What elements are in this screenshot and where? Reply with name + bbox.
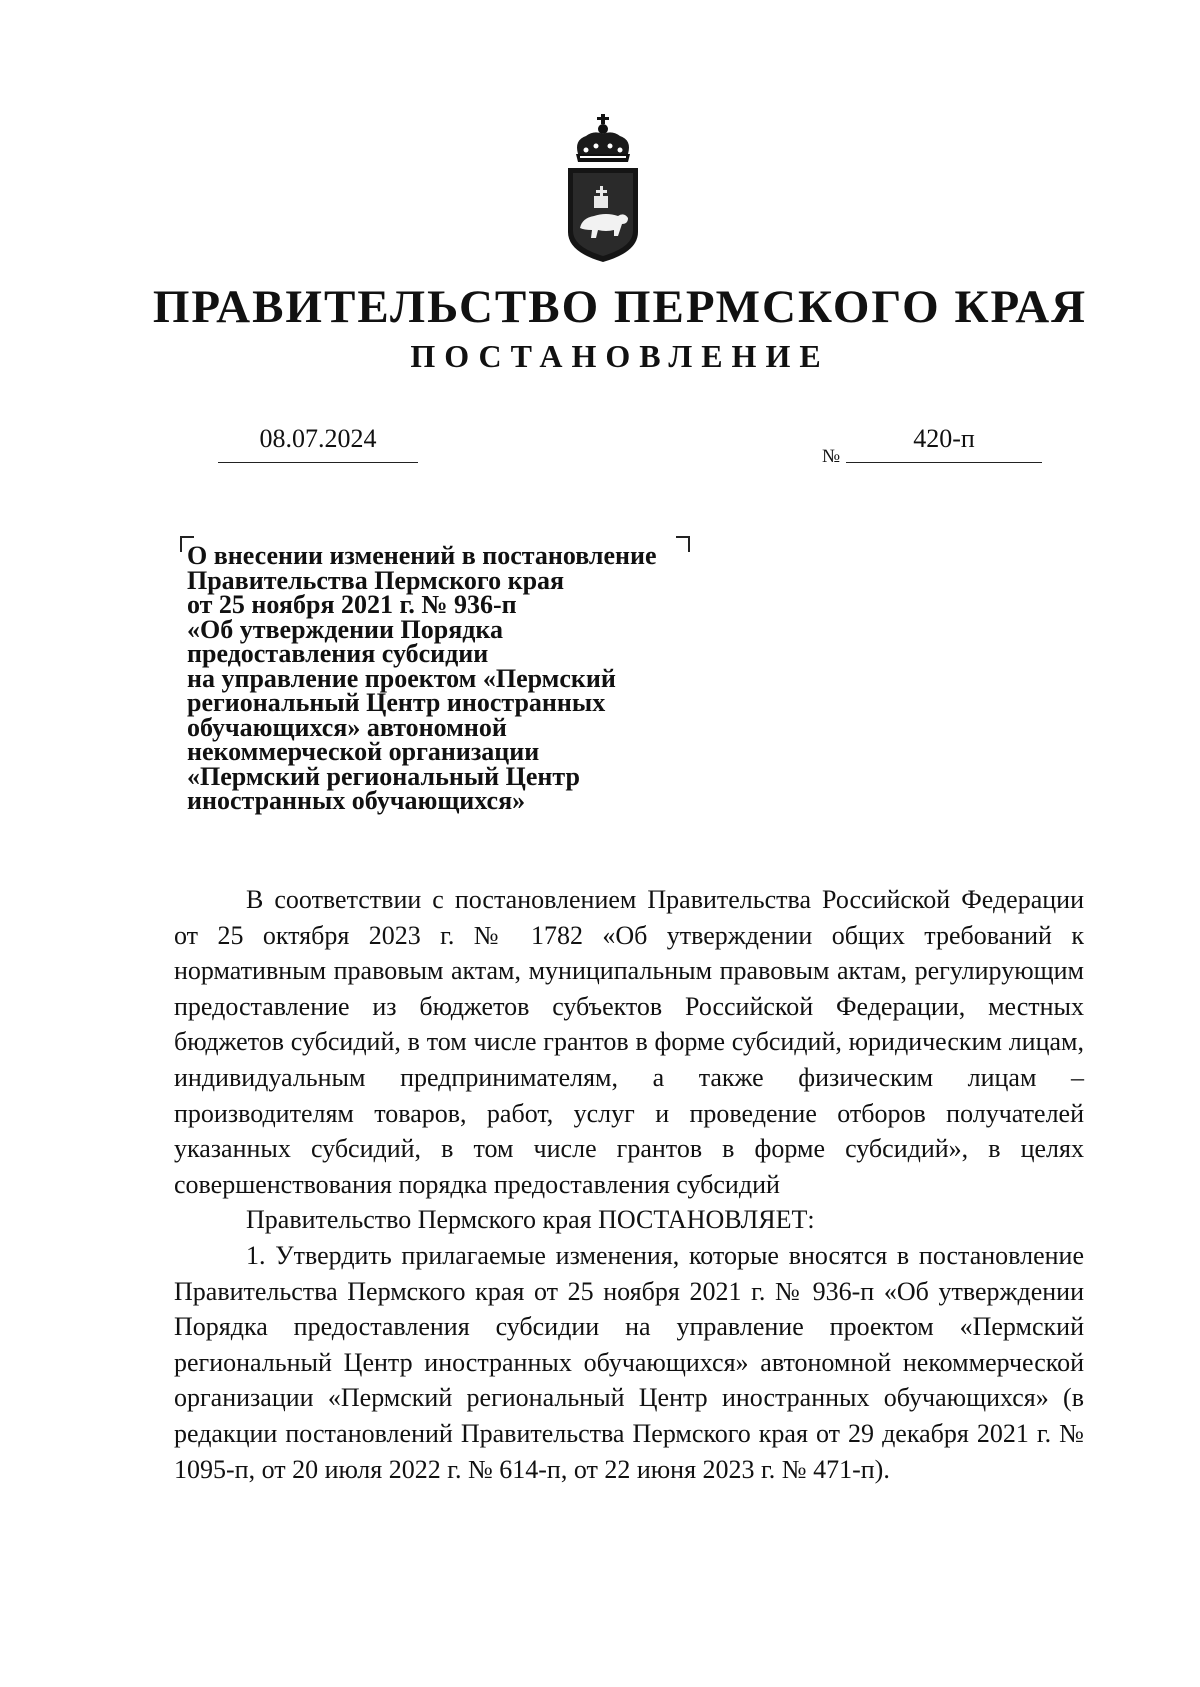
coat-of-arms-icon [562,112,644,264]
document-date: 08.07.2024 [259,424,377,453]
subject-line: иностранных обучающихся» [187,786,526,815]
subject-line: региональный Центр иностранных [187,688,606,717]
subject-line: О внесении изменений в постановление [187,541,657,570]
subject-line: некоммерческой организации [187,737,540,766]
document-number: 420-п [913,424,975,453]
document-type: ПОСТАНОВЛЕНИЕ [410,338,830,374]
date-underline [218,462,418,463]
document-body [174,882,1084,1487]
subject-line: предоставления субсидии [187,639,489,668]
document-subject [187,541,707,815]
body-paragraph: В соответствии с постановлением Правительства Российской Федерации от 25 октября 2023 г. № 1782 «Об утверждении общих требований к нормативным правовым актам, муниципальным правовым актам, регулирующим предоставление из бюджетов субъектов Российской Федерации, местных бюджетов субсидий, в том числе грантов в форме субсидий, юридическим лицам, индивидуальным предпринимателям, а также физическим лицам – производителям товаров, работ, услуг и проведение отборов получателей указанных субсидий, в том числе грантов в форме субсидий», в целях совершенствования порядка предоставления субсидий [174,885,1084,1199]
body-paragraph: Правительство Пермского края ПОСТАНОВЛЯЕТ: [246,1205,815,1235]
subject-line: Правительства Пермского края [187,565,565,595]
number-underline [846,462,1042,463]
subject-line: «Пермский региональный Центр [187,761,580,791]
body-paragraph: 1. Утвердить прилагаемые изменения, которые вносятся в постановление Правительства Пермского края от 25 ноября 2021 г. № 936-п «Об утверждении Порядка предоставления субсидии на управление проектом «Пермский региональный Центр иностранных обучающихся» автономной некоммерческой организации «Пермский региональный Центр иностранных обучающихся» (в редакции постановлений Правительства Пермского края от 29 декабря 2021 г. № 1095-п, от 20 июля 2022 г. № 614-п, от 22 июня 2023 г. № 471-п). [174,1240,1084,1484]
subject-line: на управление проектом «Пермский [187,663,616,693]
subject-line: «Об утверждении Порядка [187,614,504,644]
number-sign: № [822,446,841,467]
subject-line: обучающихся» автономной [187,712,507,742]
organization-title: ПРАВИТЕЛЬСТВО ПЕРМСКОГО КРАЯ [152,281,1088,333]
subject-line: от 25 ноября 2021 г. № 936-п [187,590,517,619]
